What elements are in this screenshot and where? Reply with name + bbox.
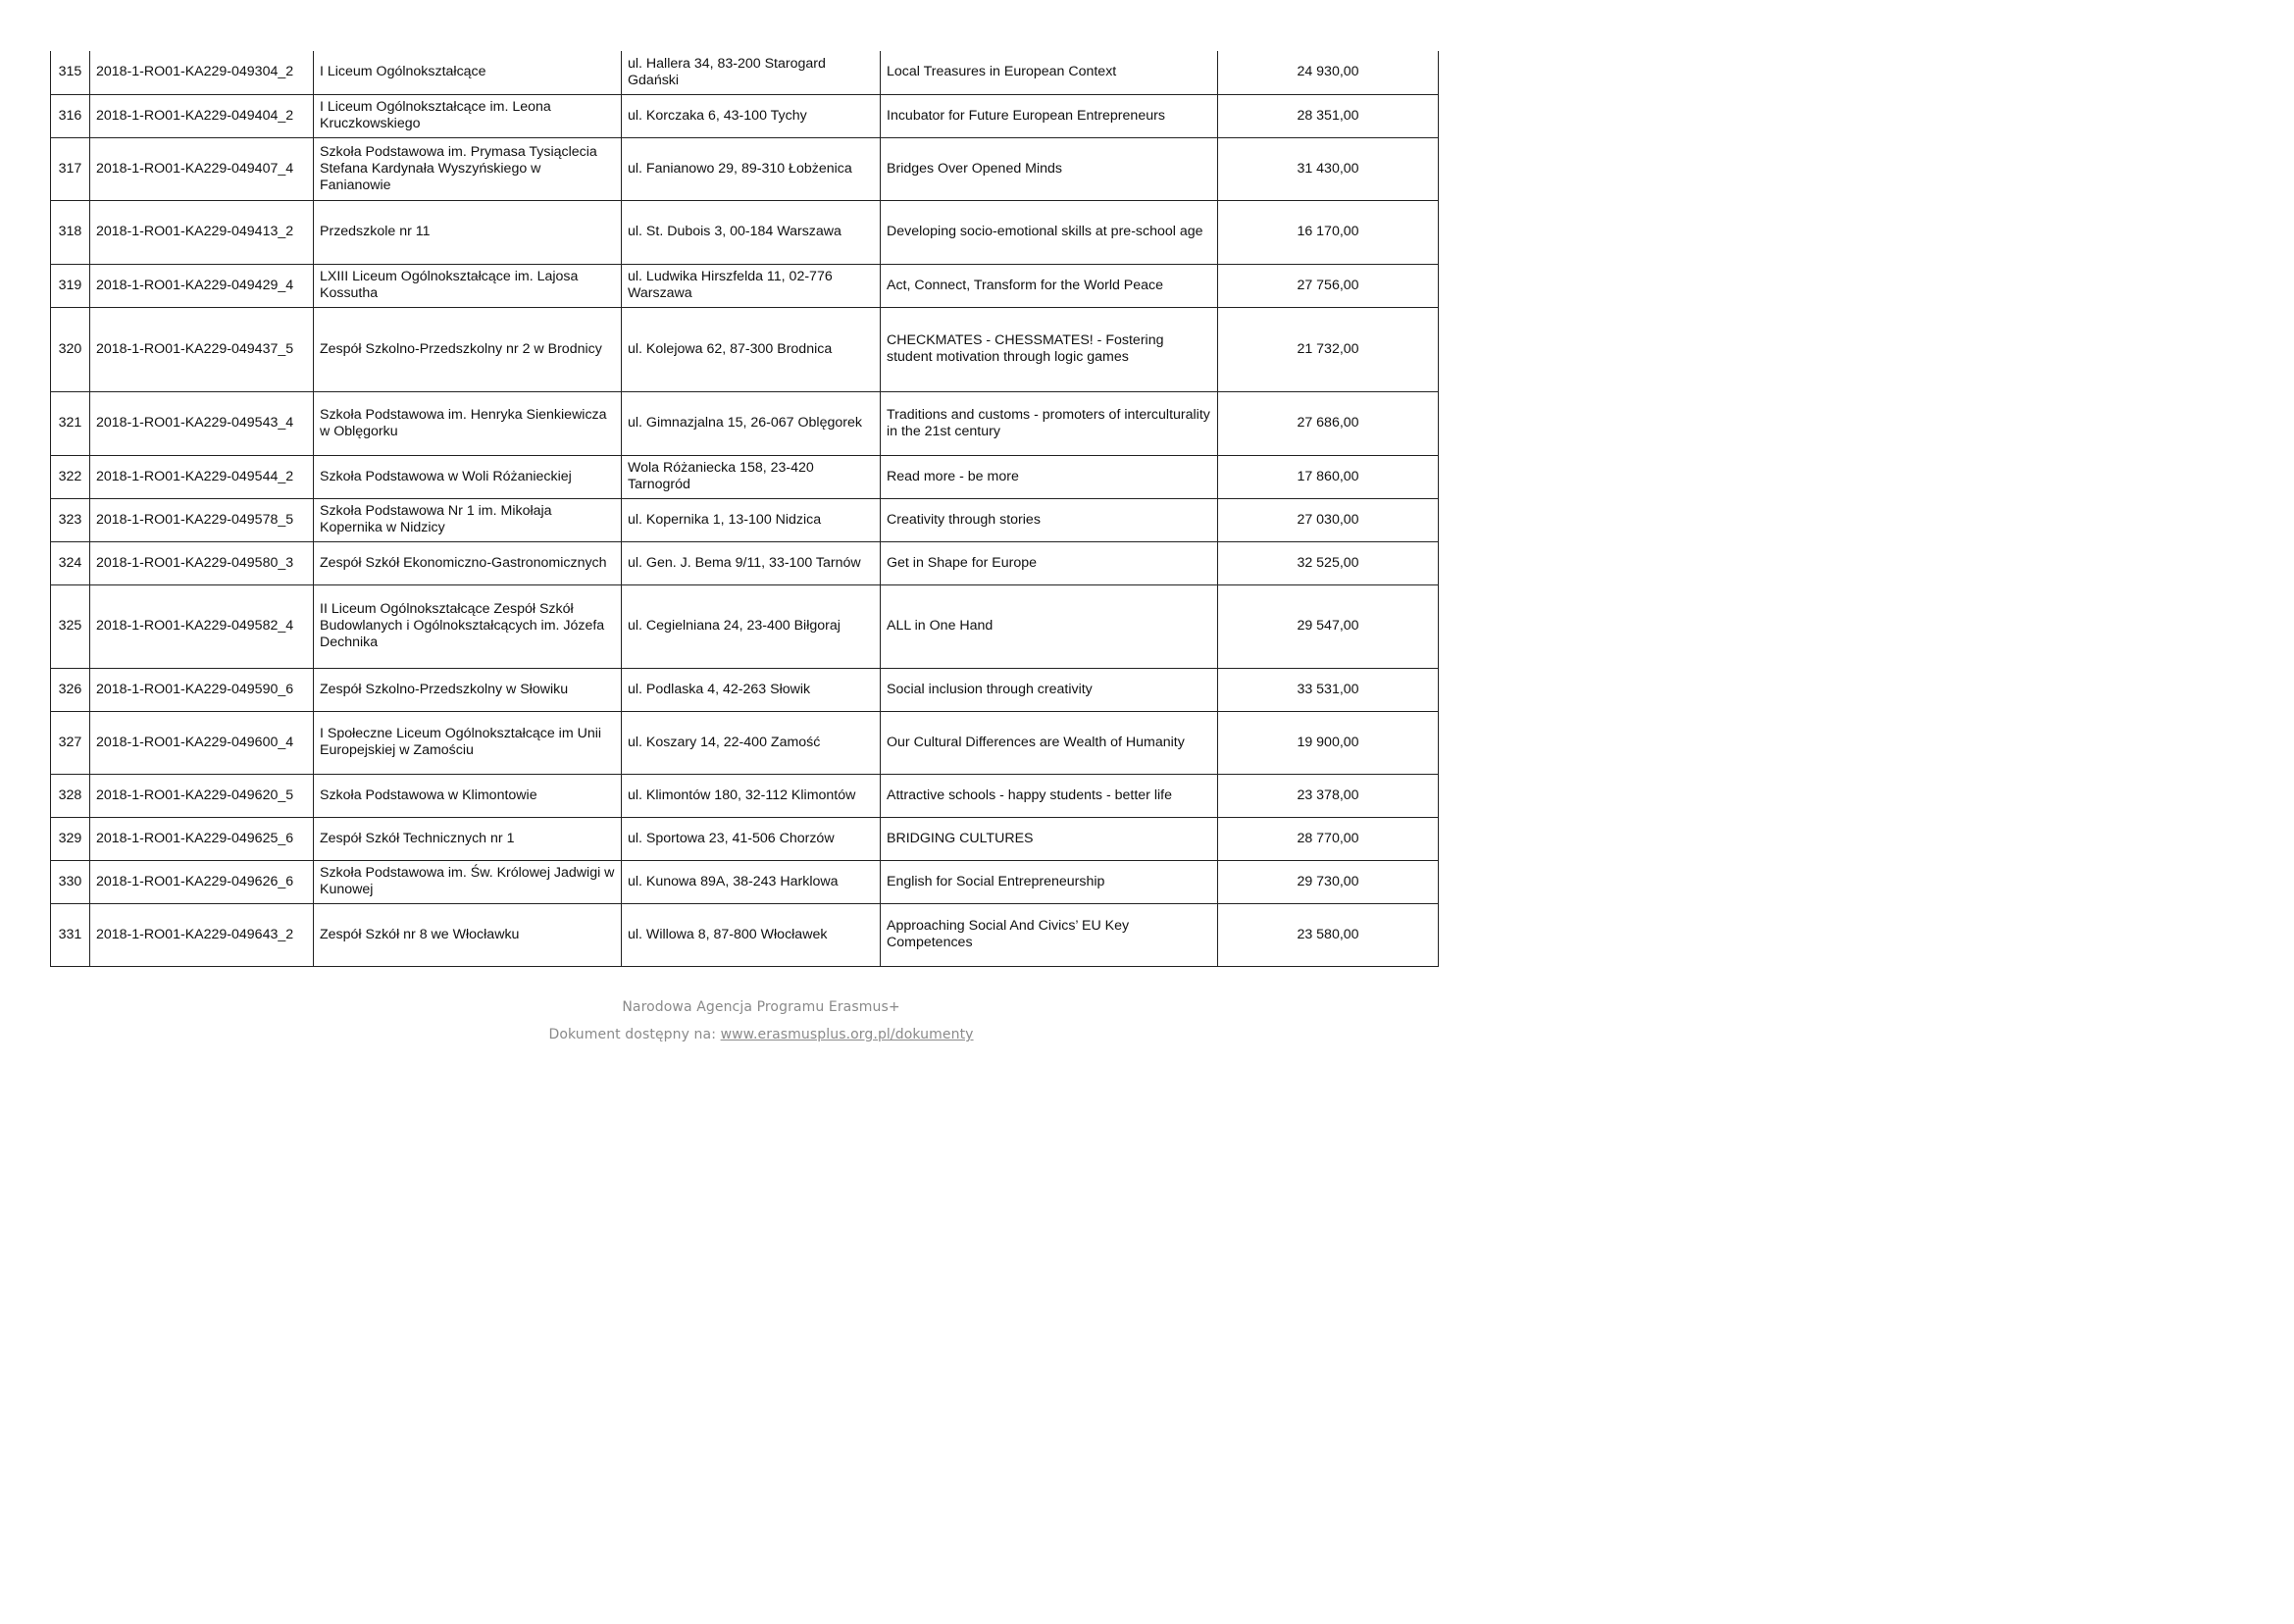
cell-project-code: 2018-1-RO01-KA229-049600_4: [90, 711, 314, 774]
footer-documents-link[interactable]: www.erasmusplus.org.pl/dokumenty: [720, 1027, 974, 1042]
table-row: [51, 307, 1439, 391]
cell-project-title: Act, Connect, Transform for the World Peace: [881, 264, 1218, 307]
cell-project-code: 2018-1-RO01-KA229-049580_3: [90, 541, 314, 584]
cell-project-code: 2018-1-RO01-KA229-049429_4: [90, 264, 314, 307]
table-row: [51, 200, 1439, 264]
cell-grant-amount: 31 430,00: [1218, 137, 1439, 200]
cell-address: ul. Kopernika 1, 13-100 Nidzica: [622, 498, 881, 541]
table-row: [51, 541, 1439, 584]
cell-row-number: 327: [51, 711, 90, 774]
table-row: [51, 498, 1439, 541]
cell-grant-amount: 29 730,00: [1218, 860, 1439, 903]
cell-address: Wola Różaniecka 158, 23-420 Tarnogród: [622, 455, 881, 498]
cell-institution: Szkoła Podstawowa w Woli Różanieckiej: [314, 455, 622, 498]
page-footer: [0, 996, 1522, 1045]
cell-row-number: 317: [51, 137, 90, 200]
cell-project-title: CHECKMATES - CHESSMATES! - Fostering student motivation through logic games: [881, 307, 1218, 391]
cell-row-number: 316: [51, 94, 90, 137]
cell-grant-amount: 16 170,00: [1218, 200, 1439, 264]
cell-project-title: Bridges Over Opened Minds: [881, 137, 1218, 200]
table-row: [51, 94, 1439, 137]
cell-row-number: 318: [51, 200, 90, 264]
cell-grant-amount: 27 030,00: [1218, 498, 1439, 541]
table-row: [51, 455, 1439, 498]
cell-address: ul. Fanianowo 29, 89-310 Łobżenica: [622, 137, 881, 200]
cell-institution: I Liceum Ogólnokształcące im. Leona Kruczkowskiego: [314, 94, 622, 137]
cell-address: ul. Korczaka 6, 43-100 Tychy: [622, 94, 881, 137]
cell-project-code: 2018-1-RO01-KA229-049304_2: [90, 51, 314, 94]
cell-project-title: Our Cultural Differences are Wealth of Humanity: [881, 711, 1218, 774]
cell-institution: II Liceum Ogólnokształcące Zespół Szkół Budowlanych i Ogólnokształcących im. Józefa Dechnika: [314, 584, 622, 668]
cell-row-number: 320: [51, 307, 90, 391]
cell-row-number: 322: [51, 455, 90, 498]
cell-project-title: Creativity through stories: [881, 498, 1218, 541]
cell-project-title: Incubator for Future European Entrepreneurs: [881, 94, 1218, 137]
table-row: [51, 391, 1439, 455]
cell-project-title: Social inclusion through creativity: [881, 668, 1218, 711]
cell-institution: Zespół Szkół nr 8 we Włocławku: [314, 903, 622, 966]
cell-project-title: Read more - be more: [881, 455, 1218, 498]
cell-project-code: 2018-1-RO01-KA229-049620_5: [90, 774, 314, 817]
cell-project-title: Attractive schools - happy students - better life: [881, 774, 1218, 817]
cell-grant-amount: 32 525,00: [1218, 541, 1439, 584]
cell-address: ul. Kolejowa 62, 87-300 Brodnica: [622, 307, 881, 391]
cell-row-number: 331: [51, 903, 90, 966]
footer-availability: [0, 1024, 1522, 1045]
cell-project-code: 2018-1-RO01-KA229-049643_2: [90, 903, 314, 966]
cell-row-number: 329: [51, 817, 90, 860]
cell-grant-amount: 28 770,00: [1218, 817, 1439, 860]
cell-institution: I Liceum Ogólnokształcące: [314, 51, 622, 94]
cell-address: ul. Cegielniana 24, 23-400 Biłgoraj: [622, 584, 881, 668]
cell-institution: Zespół Szkolno-Przedszkolny nr 2 w Brodnicy: [314, 307, 622, 391]
cell-project-code: 2018-1-RO01-KA229-049625_6: [90, 817, 314, 860]
cell-grant-amount: 23 378,00: [1218, 774, 1439, 817]
cell-row-number: 321: [51, 391, 90, 455]
cell-address: ul. Podlaska 4, 42-263 Słowik: [622, 668, 881, 711]
cell-institution: LXIII Liceum Ogólnokształcące im. Lajosa Kossutha: [314, 264, 622, 307]
cell-project-title: Get in Shape for Europe: [881, 541, 1218, 584]
footer-agency-name: Narodowa Agencja Programu Erasmus+: [622, 999, 900, 1015]
table-row: [51, 774, 1439, 817]
cell-address: ul. Hallera 34, 83-200 Starogard Gdański: [622, 51, 881, 94]
cell-address: ul. Klimontów 180, 32-112 Klimontów: [622, 774, 881, 817]
grants-table: [50, 51, 1439, 967]
cell-grant-amount: 33 531,00: [1218, 668, 1439, 711]
cell-institution: Szkoła Podstawowa im. Henryka Sienkiewicza w Oblęgorku: [314, 391, 622, 455]
cell-project-code: 2018-1-RO01-KA229-049404_2: [90, 94, 314, 137]
table-row: [51, 711, 1439, 774]
cell-row-number: 325: [51, 584, 90, 668]
cell-grant-amount: 29 547,00: [1218, 584, 1439, 668]
cell-project-code: 2018-1-RO01-KA229-049543_4: [90, 391, 314, 455]
footer-available-label: Dokument dostępny na:: [548, 1027, 721, 1042]
cell-row-number: 326: [51, 668, 90, 711]
cell-institution: I Społeczne Liceum Ogólnokształcące im Unii Europejskiej w Zamościu: [314, 711, 622, 774]
cell-project-title: Traditions and customs - promoters of interculturality in the 21st century: [881, 391, 1218, 455]
cell-grant-amount: 23 580,00: [1218, 903, 1439, 966]
cell-institution: Szkoła Podstawowa im. Prymasa Tysiąclecia Stefana Kardynała Wyszyńskiego w Fanianowie: [314, 137, 622, 200]
cell-institution: Zespół Szkolno-Przedszkolny w Słowiku: [314, 668, 622, 711]
cell-grant-amount: 21 732,00: [1218, 307, 1439, 391]
cell-row-number: 323: [51, 498, 90, 541]
cell-project-code: 2018-1-RO01-KA229-049582_4: [90, 584, 314, 668]
table-row: [51, 903, 1439, 966]
cell-project-title: Developing socio-emotional skills at pre-school age: [881, 200, 1218, 264]
cell-address: ul. Willowa 8, 87-800 Włocławek: [622, 903, 881, 966]
cell-grant-amount: 19 900,00: [1218, 711, 1439, 774]
table-row: [51, 817, 1439, 860]
cell-grant-amount: 17 860,00: [1218, 455, 1439, 498]
table-row: [51, 860, 1439, 903]
cell-institution: Szkoła Podstawowa im. Św. Królowej Jadwigi w Kunowej: [314, 860, 622, 903]
cell-grant-amount: 24 930,00: [1218, 51, 1439, 94]
table-row: [51, 668, 1439, 711]
cell-project-title: Approaching Social And Civics’ EU Key Competences: [881, 903, 1218, 966]
cell-project-code: 2018-1-RO01-KA229-049578_5: [90, 498, 314, 541]
cell-address: ul. Sportowa 23, 41-506 Chorzów: [622, 817, 881, 860]
table-row: [51, 137, 1439, 200]
cell-row-number: 324: [51, 541, 90, 584]
cell-address: ul. Kunowa 89A, 38-243 Harklowa: [622, 860, 881, 903]
cell-project-code: 2018-1-RO01-KA229-049590_6: [90, 668, 314, 711]
cell-row-number: 328: [51, 774, 90, 817]
cell-project-code: 2018-1-RO01-KA229-049413_2: [90, 200, 314, 264]
cell-row-number: 330: [51, 860, 90, 903]
cell-project-code: 2018-1-RO01-KA229-049626_6: [90, 860, 314, 903]
cell-institution: Szkoła Podstawowa Nr 1 im. Mikołaja Kopernika w Nidzicy: [314, 498, 622, 541]
table-row: [51, 51, 1439, 94]
cell-grant-amount: 28 351,00: [1218, 94, 1439, 137]
cell-project-title: BRIDGING CULTURES: [881, 817, 1218, 860]
cell-address: ul. Gimnazjalna 15, 26-067 Oblęgorek: [622, 391, 881, 455]
cell-project-title: ALL in One Hand: [881, 584, 1218, 668]
cell-institution: Przedszkole nr 11: [314, 200, 622, 264]
cell-address: ul. Koszary 14, 22-400 Zamość: [622, 711, 881, 774]
cell-grant-amount: 27 756,00: [1218, 264, 1439, 307]
cell-address: ul. Ludwika Hirszfelda 11, 02-776 Warszawa: [622, 264, 881, 307]
grants-table-body: [51, 51, 1439, 966]
cell-row-number: 319: [51, 264, 90, 307]
cell-row-number: 315: [51, 51, 90, 94]
cell-project-code: 2018-1-RO01-KA229-049407_4: [90, 137, 314, 200]
cell-address: ul. Gen. J. Bema 9/11, 33-100 Tarnów: [622, 541, 881, 584]
cell-institution: Szkoła Podstawowa w Klimontowie: [314, 774, 622, 817]
cell-grant-amount: 27 686,00: [1218, 391, 1439, 455]
cell-institution: Zespół Szkół Ekonomiczno-Gastronomicznych: [314, 541, 622, 584]
cell-project-title: English for Social Entrepreneurship: [881, 860, 1218, 903]
cell-project-code: 2018-1-RO01-KA229-049544_2: [90, 455, 314, 498]
cell-institution: Zespół Szkół Technicznych nr 1: [314, 817, 622, 860]
table-row: [51, 584, 1439, 668]
table-row: [51, 264, 1439, 307]
cell-address: ul. St. Dubois 3, 00-184 Warszawa: [622, 200, 881, 264]
cell-project-title: Local Treasures in European Context: [881, 51, 1218, 94]
cell-project-code: 2018-1-RO01-KA229-049437_5: [90, 307, 314, 391]
